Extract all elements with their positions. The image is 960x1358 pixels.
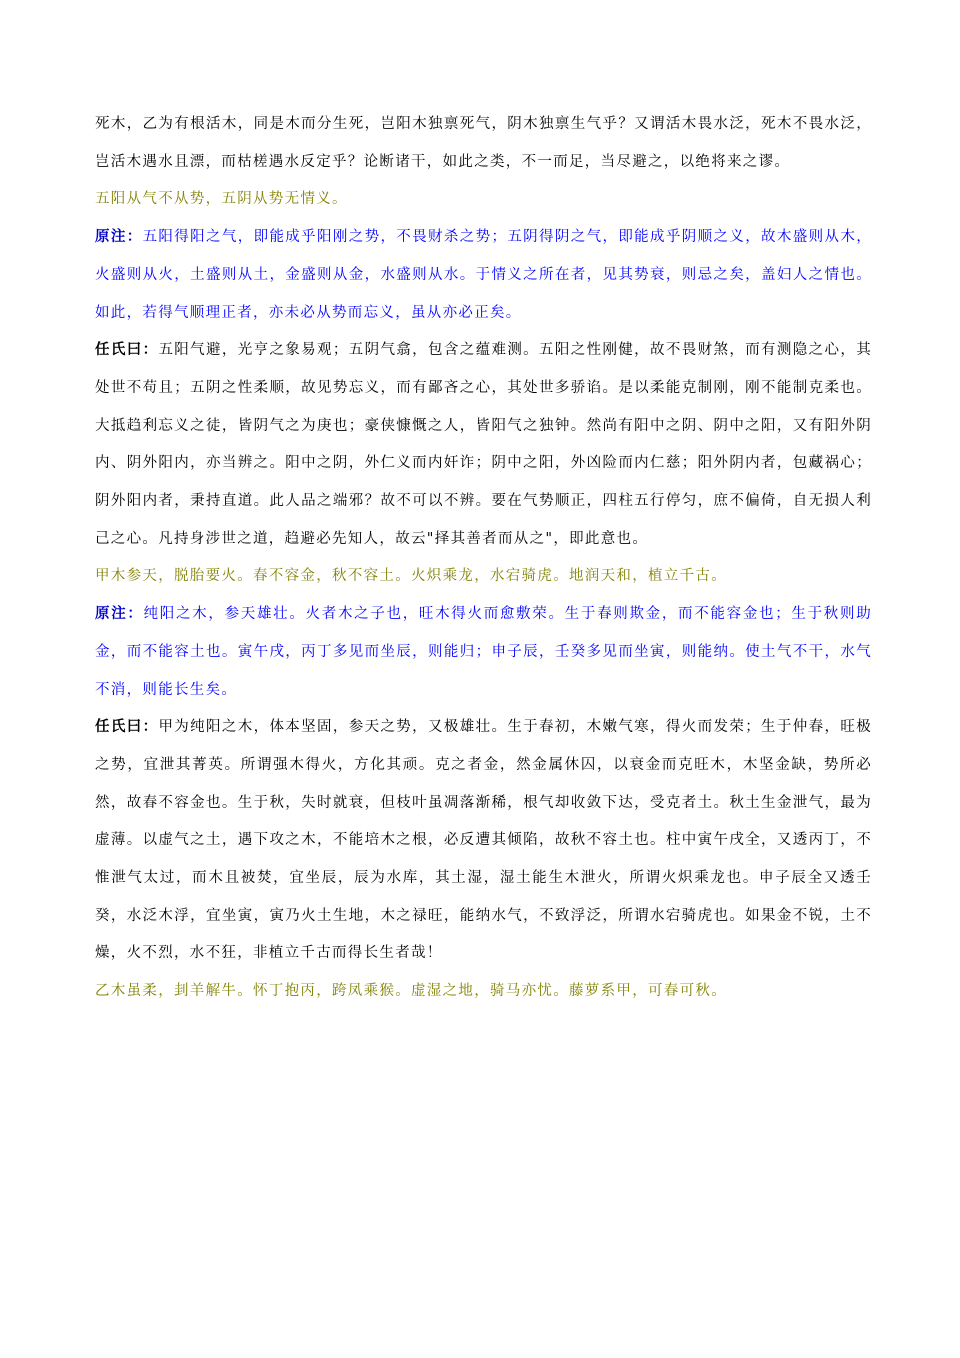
note-label: 原注： <box>95 606 144 623</box>
verse-text: 甲木参天，脱胎要火。春不容金，秋不容土。火炽乘龙，水宕骑虎。地润天和，植立千古。 <box>95 568 727 585</box>
verse-line <box>95 181 872 219</box>
commentary-continued-paragraph <box>95 106 872 181</box>
paragraph-text: 死木，乙为有根活木，同是木而分生死，岂阳木独禀死气，阴木独禀生气乎？又谓活木畏水泛，死木不畏水泛，岂活木遇水且漂，而枯槎遇水反定乎？论断诸干，如此之类，不一而足，当尽避之，以绝将来之谬。 <box>95 116 872 170</box>
verse-line <box>95 558 872 596</box>
note-text: 纯阳之木，参天雄壮。火者木之子也，旺木得火而愈敷荣。生于春则欺金，而不能容金也；生于秋则助金，而不能容土也。寅午戌，丙丁多见而坐辰，则能归；申子辰，壬癸多见而坐寅，则能纳。使土气不干，水气不消，则能长生矣。 <box>95 606 872 698</box>
ren-commentary-paragraph <box>95 709 872 973</box>
original-note-paragraph <box>95 596 872 709</box>
note-label: 原注： <box>95 229 143 246</box>
commentary-label: 任氏曰： <box>95 342 159 359</box>
verse-line <box>95 973 872 1011</box>
commentary-label: 任氏曰： <box>95 719 159 736</box>
commentary-text: 五阳气避，光亨之象易观；五阴气翕，包含之蕴难测。五阳之性刚健，故不畏财煞，而有测隐之心，其处世不苟且；五阴之性柔顺，故见势忘义，而有鄙吝之心，其处世多骄谄。是以柔能克制刚，刚不能制克柔也。大抵趋利忘义之徒，皆阴气之为庚也；豪侠慷慨之人，皆阳气之独钟。然尚有阳中之阴、阴中之阳，又有阳外阴内、阴外阳内，亦当辨之。阳中之阴，外仁义而内奸诈；阴中之阳，外凶险而内仁慈；阳外阴内者，包藏祸心；阴外阳内者，秉持直道。此人品之端邪？故不可以不辨。要在气势顺正，四柱五行停匀，庶不偏倚，自无损人利己之心。凡持身涉世之道，趋避必先知人，故云"择其善者而从之"，即此意也。 <box>95 342 872 547</box>
document-page <box>95 106 872 1011</box>
original-note-paragraph <box>95 219 872 332</box>
ren-commentary-paragraph <box>95 332 872 558</box>
verse-text: 五阳从气不从势，五阴从势无情义。 <box>95 191 348 208</box>
verse-text: 乙木虽柔，刲羊解牛。怀丁抱丙，跨凤乘猴。虚湿之地，骑马亦忧。藤萝系甲，可春可秋。 <box>95 983 727 1000</box>
note-text: 五阳得阳之气，即能成乎阳刚之势，不畏财杀之势；五阴得阴之气，即能成乎阴顺之义，故木盛则从木，火盛则从火，土盛则从土，金盛则从金，水盛则从水。于情义之所在者，见其势衰，则忌之矣，盖妇人之情也。如此，若得气顺理正者，亦未必从势而忘义，虽从亦必正矣。 <box>95 229 872 321</box>
commentary-text: 甲为纯阳之木，体本坚固，参天之势，又极雄壮。生于春初，木嫩气寒，得火而发荣；生于仲春，旺极之势，宜泄其菁英。所谓强木得火，方化其顽。克之者金，然金属休囚，以衰金而克旺木，木坚金缺，势所必然，故春不容金也。生于秋，失时就衰，但枝叶虽凋落渐稀，根气却收敛下达，受克者土。秋土生金泄气，最为虚薄。以虚气之土，遇下攻之木，不能培木之根，必反遭其倾陷，故秋不容土也。柱中寅午戌全，又透丙丁，不惟泄气太过，而木且被焚，宜坐辰，辰为水库，其土湿，湿土能生木泄火，所谓火炽乘龙也。申子辰全又透壬癸，水泛木浮，宜坐寅，寅乃火土生地，木之禄旺，能纳水气，不致浮泛，所谓水宕骑虎也。如果金不锐，土不燥，火不烈，水不狂，非植立千古而得长生者哉！ <box>95 719 872 962</box>
